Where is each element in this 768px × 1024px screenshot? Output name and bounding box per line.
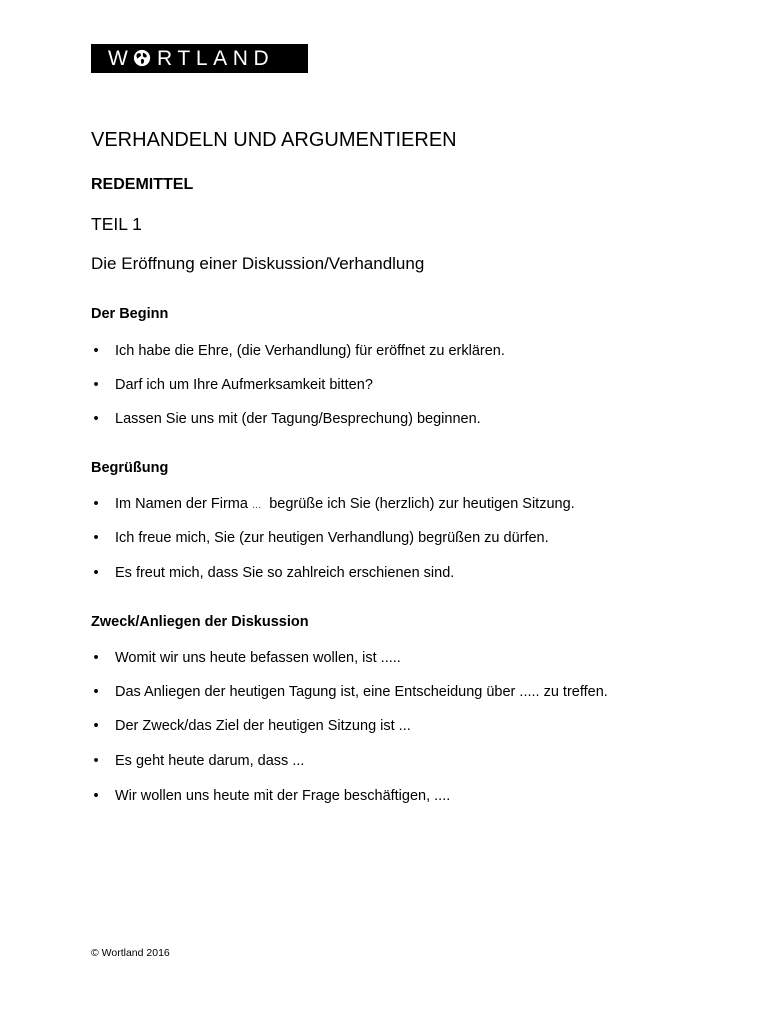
logo-text-start: W (108, 47, 134, 70)
bullet-icon: • (93, 411, 99, 427)
globe-icon (133, 49, 151, 67)
list-item-text: Ich habe die Ehre, (die Verhandlung) für eröffnet zu erklären. (115, 343, 505, 359)
list-item-text: Es freut mich, dass Sie so zahlreich erschienen sind. (115, 565, 455, 581)
topic-heading: Die Eröffnung einer Diskussion/Verhandlung (91, 254, 425, 273)
logo-text-end: RTLAND (157, 47, 275, 70)
list-item-text: Es geht heute darum, dass ... (115, 753, 305, 769)
list-item-text (115, 495, 575, 514)
bullet-icon: • (93, 718, 99, 734)
bullet-icon: • (93, 565, 99, 581)
section-heading-begruessung: Begrüßung (91, 460, 169, 476)
bullet-icon: • (93, 377, 99, 393)
ellipsis: ... (251, 499, 262, 511)
list-item-text: Der Zweck/das Ziel der heutigen Sitzung ist ... (115, 718, 411, 734)
list-item-text-end: begrüße ich Sie (herzlich) zur heutigen Sitzung. (261, 496, 575, 512)
wortland-logo (91, 44, 308, 73)
page-subtitle: REDEMITTEL (91, 176, 194, 193)
list-item-text: Ich freue mich, Sie (zur heutigen Verhandlung) begrüßen zu dürfen. (115, 530, 549, 546)
list-item-text: Lassen Sie uns mit (der Tagung/Besprechung) beginnen. (115, 411, 481, 427)
part-label: TEIL 1 (91, 214, 142, 234)
bullet-icon: • (93, 753, 99, 769)
list-item-text: Darf ich um Ihre Aufmerksamkeit bitten? (115, 377, 373, 393)
list-item-text: Wir wollen uns heute mit der Frage beschäftigen, .... (115, 788, 451, 804)
section-heading-der-beginn: Der Beginn (91, 306, 169, 322)
list-item-text-start: Im Namen der Firma (115, 496, 252, 512)
bullet-icon: • (93, 650, 99, 666)
bullet-icon: • (93, 530, 99, 546)
bullet-icon: • (93, 496, 99, 512)
list-item-text: Das Anliegen der heutigen Tagung ist, eine Entscheidung über ..... zu treffen. (115, 684, 608, 700)
list-item-text: Womit wir uns heute befassen wollen, ist ..... (115, 650, 401, 666)
bullet-icon: • (93, 684, 99, 700)
bullet-icon: • (93, 343, 99, 359)
page-title: VERHANDELN UND ARGUMENTIEREN (91, 129, 457, 151)
section-heading-zweck-anliegen: Zweck/Anliegen der Diskussion (91, 614, 309, 630)
copyright-footer: © Wortland 2016 (91, 947, 170, 959)
bullet-icon: • (93, 788, 99, 804)
